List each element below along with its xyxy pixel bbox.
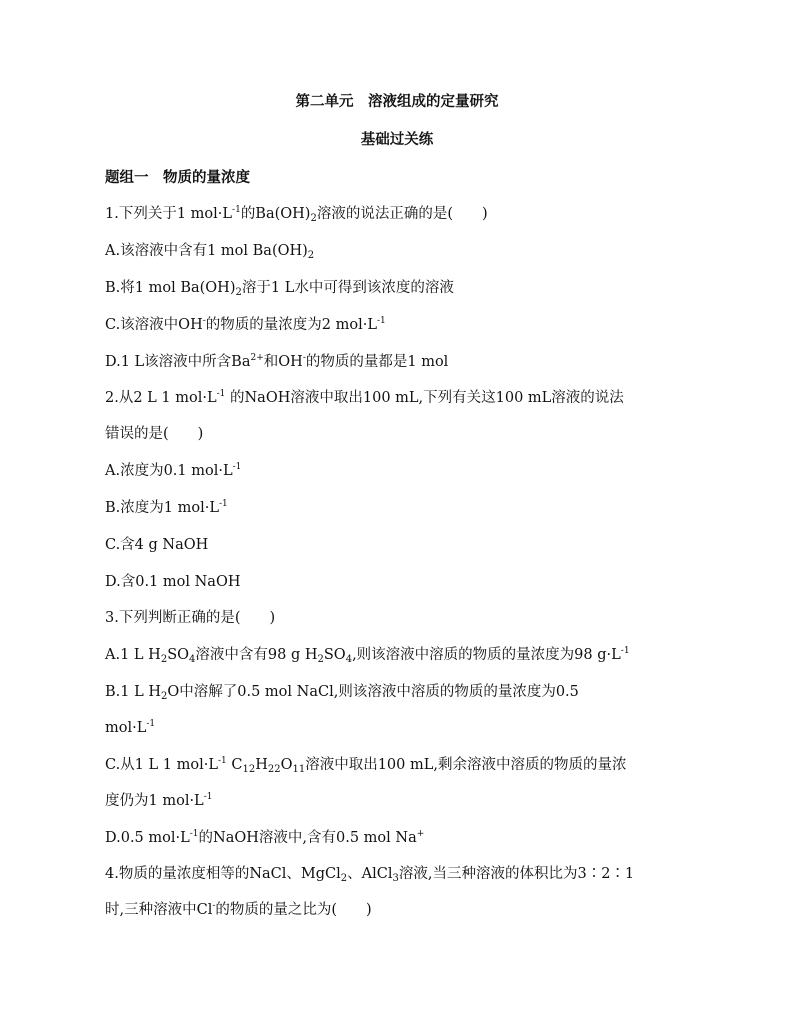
question-2-option-c: C.含4 g NaOH bbox=[105, 537, 209, 553]
question-1-stem: 1.下列关于1 $mol\cdot L^{-1}$的$Ba(OH)_2$溶液的说法正确的是( ) bbox=[105, 205, 488, 224]
question-2-option-d: D.含0.1 mol NaOH bbox=[105, 574, 241, 590]
question-3-option-a: A.1 L $H_2SO_4$溶液中含有98 g $H_2SO_4$,则该溶液中溶质的物质的量浓度为98 $g\cdot L^{-1}$ bbox=[105, 646, 630, 665]
question-4-stem-line2: 时,三种溶液中Cl-的物质的量之比为( ) bbox=[105, 901, 372, 918]
question-3-option-d: D.0.5 $mol\cdot L^{-1}$的NaOH溶液中,含有0.5 mol Na+ bbox=[105, 829, 425, 846]
question-2-stem-line1: 2.从2 L 1 $mol\cdot L^{-1}$ 的NaOH溶液中取出100 mL,下列有关这100 mL溶液的说法 bbox=[105, 389, 624, 406]
question-3-stem: 3.下列判断正确的是( ) bbox=[105, 610, 276, 626]
question-1-option-d: D.1 L该溶液中所含$Ba^{2+}$和OH-的物质的量都是1 mol bbox=[105, 353, 449, 370]
question-3-option-b-line1: B.1 L $H_2O$中溶解了0.5 mol NaCl,则该溶液中溶质的物质的量浓度为0.5 bbox=[105, 684, 579, 702]
page-title: 第二单元 溶液组成的定量研究 bbox=[295, 93, 499, 110]
question-1-option-a: A.该溶液中含有1 mol $Ba(OH)_2$ bbox=[105, 243, 315, 261]
question-1-option-c: C.该溶液中OH-的物质的量浓度为2 $mol\cdot L^{-1}$ bbox=[105, 316, 386, 333]
page-subtitle: 基础过关练 bbox=[360, 131, 434, 148]
question-2-option-b: B.浓度为1 $mol\cdot L^{-1}$ bbox=[105, 499, 228, 516]
question-2-option-a: A.浓度为0.1 $mol\cdot L^{-1}$ bbox=[105, 462, 242, 479]
question-1-option-b: B.将1 mol $Ba(OH)_2$溶于1 L水中可得到该浓度的溶液 bbox=[105, 280, 454, 298]
question-4-stem-line1: 4.物质的量浓度相等的NaCl、MgCl$_2$、AlCl$_3$溶液,当三种溶液的体积比为3∶2∶1 bbox=[105, 866, 635, 884]
question-3-option-c-line2: 度仍为1 $mol\cdot L^{-1}$ bbox=[105, 792, 213, 809]
question-3-option-b-line2: $mol\cdot L^{-1}$ bbox=[105, 719, 156, 736]
section-heading-group1: 题组一 物质的量浓度 bbox=[105, 169, 250, 186]
question-2-stem-line2: 错误的是( ) bbox=[105, 426, 204, 442]
question-3-option-c-line1: C.从1 L 1 $mol\cdot L^{-1}$ $C_{12}H_{22}O_{11}$溶液中取出100 mL,剩余溶液中溶质的物质的量浓 bbox=[105, 756, 627, 775]
